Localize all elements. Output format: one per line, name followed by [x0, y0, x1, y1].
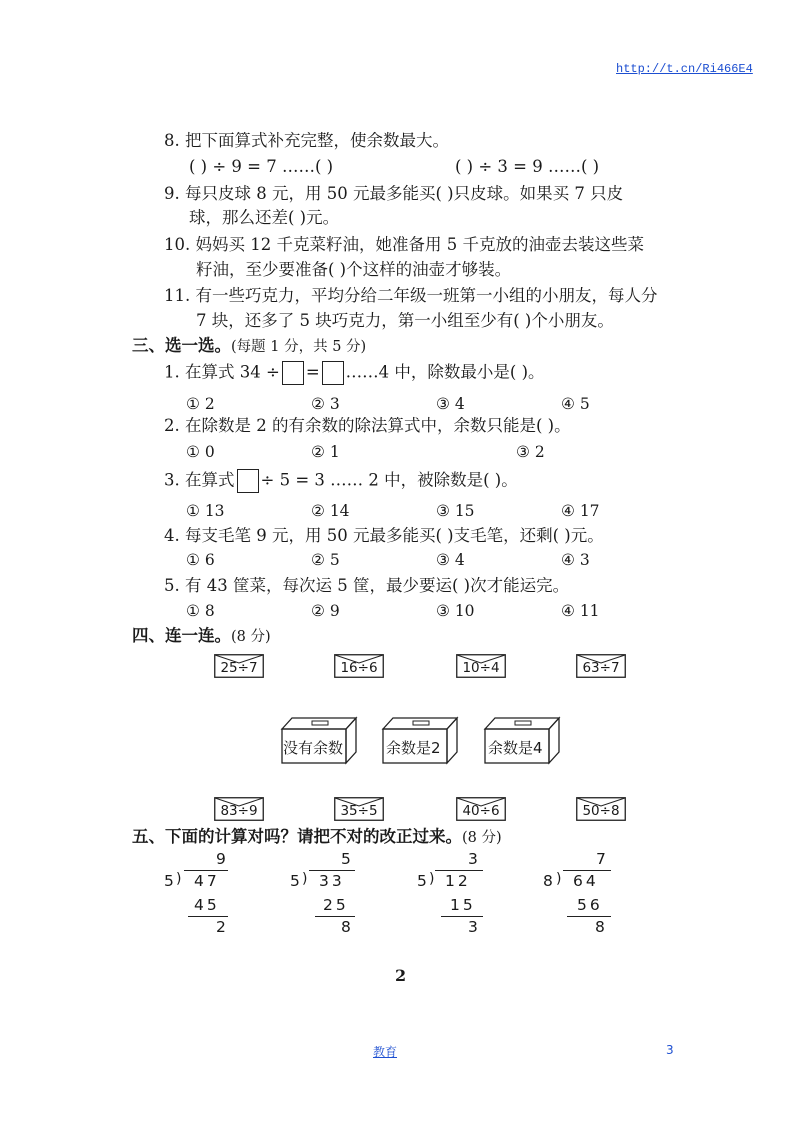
section-4-title	[132, 626, 271, 647]
card-label: 50÷8	[582, 803, 620, 819]
divisor: 5	[290, 872, 303, 890]
option[interactable]: ④ 17	[561, 502, 600, 520]
s3-question-4: 4. 每支毛笔 9 元，用 50 元最多能买( )支毛笔，还剩( )元。	[164, 526, 604, 545]
division-card[interactable]	[576, 797, 626, 821]
page-number: 2	[395, 966, 407, 985]
question-10-line1: 10. 妈妈买 12 千克菜籽油，她准备用 5 千克放的油壶去装这些菜	[164, 235, 644, 254]
option[interactable]: ③ 15	[436, 502, 475, 520]
question-11-line2: 7 块，还多了 5 块巧克力，第一小组至少有( )个小朋友。	[196, 311, 614, 330]
card-label: 16÷6	[340, 660, 378, 676]
section-3-title	[132, 336, 366, 357]
answer-box[interactable]	[237, 469, 259, 493]
answer-box-container[interactable]	[280, 715, 358, 765]
s3-question-2: 2. 在除数是 2 的有余数的除法算式中，余数只能是( )。	[164, 416, 571, 435]
option[interactable]: ② 3	[311, 395, 340, 413]
card-label: 10÷4	[462, 660, 500, 676]
dividend: 12	[445, 872, 471, 890]
remainder: 8	[595, 918, 608, 936]
question-8-b: ( ) ÷ 3 = 9 ……( )	[455, 157, 600, 176]
quotient: 3	[468, 850, 481, 868]
answer-box-container[interactable]	[381, 715, 459, 765]
dividend: 47	[194, 872, 220, 890]
option[interactable]: ④ 3	[561, 551, 590, 569]
option[interactable]: ③ 2	[516, 443, 545, 461]
subtract-line	[188, 916, 228, 917]
s3-question-1	[164, 361, 545, 385]
s3-q3-post: ÷ 5 = 3 …… 2 中，被除数是( )。	[260, 470, 518, 490]
section-3-note: (每题 1 分，共 5 分)	[231, 339, 367, 355]
answer-box-container[interactable]	[483, 715, 561, 765]
s3-question-5: 5. 有 43 筐菜，每次运 5 筐，最少要运( )次才能运完。	[164, 576, 570, 595]
option[interactable]: ④ 5	[561, 395, 590, 413]
option[interactable]: ② 9	[311, 602, 340, 620]
quotient: 7	[596, 850, 609, 868]
long-division[interactable]	[289, 850, 371, 940]
option[interactable]: ③ 4	[436, 551, 465, 569]
division-bar	[563, 870, 611, 871]
answer-box[interactable]	[322, 361, 344, 385]
source-link[interactable]: http://t.cn/Ri466E4	[616, 62, 753, 76]
division-card[interactable]	[334, 797, 384, 821]
option[interactable]: ① 0	[186, 443, 215, 461]
option[interactable]: ① 13	[186, 502, 225, 520]
answer-box[interactable]	[282, 361, 304, 385]
long-division[interactable]	[415, 850, 497, 940]
product: 15	[450, 896, 476, 914]
card-label: 63÷7	[582, 660, 620, 676]
subtract-line	[567, 916, 611, 917]
section-3-heading: 三、选一选。	[132, 336, 231, 355]
product: 56	[577, 896, 603, 914]
option[interactable]: ① 6	[186, 551, 215, 569]
bracket: )	[176, 871, 185, 887]
division-card[interactable]	[214, 654, 264, 678]
bracket: )	[429, 871, 438, 887]
divisor: 5	[164, 872, 177, 890]
section-4-note: (8 分)	[231, 629, 271, 645]
footer-page-number: 3	[666, 1043, 674, 1057]
s3-question-3	[164, 469, 518, 493]
division-card[interactable]	[456, 797, 506, 821]
divisor: 8	[543, 872, 556, 890]
dividend: 64	[573, 872, 599, 890]
division-bar	[435, 870, 483, 871]
option[interactable]: ① 2	[186, 395, 215, 413]
option[interactable]: ③ 4	[436, 395, 465, 413]
divisor: 5	[417, 872, 430, 890]
option[interactable]: ② 5	[311, 551, 340, 569]
box-label: 余数是4	[488, 739, 543, 757]
s3-q1-mid: =	[305, 362, 320, 382]
section-5-heading: 五、下面的计算对吗？请把不对的改正过来。	[132, 827, 462, 846]
long-division[interactable]	[160, 850, 242, 940]
question-9-line1: 9. 每只皮球 8 元，用 50 元最多能买( )只皮球。如果买 7 只皮	[164, 184, 624, 203]
question-8-a: ( ) ÷ 9 = 7 ……( )	[189, 157, 334, 176]
option[interactable]: ② 1	[311, 443, 340, 461]
s3-q1-post: ……4 中，除数最小是( )。	[345, 362, 545, 382]
product: 25	[323, 896, 349, 914]
division-card[interactable]	[576, 654, 626, 678]
quotient: 5	[341, 850, 354, 868]
subtract-line	[441, 916, 483, 917]
long-division[interactable]	[541, 850, 623, 940]
option[interactable]: ② 14	[311, 502, 350, 520]
question-9-line2: 球，那么还差( )元。	[189, 208, 340, 227]
quotient: 9	[216, 850, 229, 868]
division-bar	[309, 870, 355, 871]
dividend: 33	[319, 872, 345, 890]
section-5-title	[132, 827, 502, 848]
division-card[interactable]	[334, 654, 384, 678]
card-label: 83÷9	[220, 803, 258, 819]
s3-q3-pre: 3. 在算式	[164, 470, 235, 490]
box-label: 余数是2	[386, 739, 441, 757]
question-10-line2: 籽油，至少要准备( )个这样的油壶才够装。	[196, 260, 512, 279]
option[interactable]: ③ 10	[436, 602, 475, 620]
card-label: 25÷7	[220, 660, 258, 676]
bracket: )	[556, 871, 565, 887]
division-card[interactable]	[456, 654, 506, 678]
option[interactable]: ④ 11	[561, 602, 600, 620]
remainder: 8	[341, 918, 354, 936]
box-label: 没有余数	[283, 739, 344, 757]
card-label: 35÷5	[340, 803, 378, 819]
card-label: 40÷6	[462, 803, 500, 819]
section-4-heading: 四、连一连。	[132, 626, 231, 645]
remainder: 3	[468, 918, 481, 936]
division-card[interactable]	[214, 797, 264, 821]
bracket: )	[302, 871, 311, 887]
question-11-line1: 11. 有一些巧克力，平均分给二年级一班第一小组的小朋友，每人分	[164, 286, 658, 305]
footer-link[interactable]: 教育	[373, 1045, 398, 1059]
s3-q1-pre: 1. 在算式 34 ÷	[164, 362, 280, 382]
remainder: 2	[216, 918, 229, 936]
subtract-line	[315, 916, 355, 917]
option[interactable]: ① 8	[186, 602, 215, 620]
division-bar	[184, 870, 228, 871]
section-5-note: (8 分)	[462, 830, 502, 846]
product: 45	[194, 896, 220, 914]
question-8: 8. 把下面算式补充完整，使余数最大。	[164, 131, 449, 150]
